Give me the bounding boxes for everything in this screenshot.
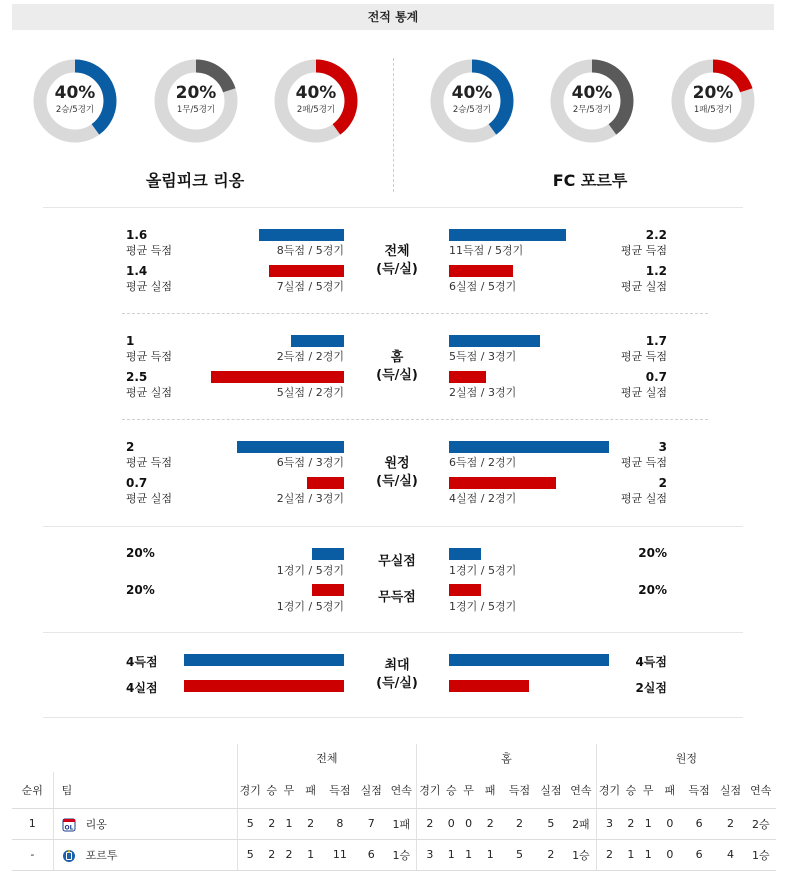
home-fail-count: 1경기 / 5경기 (276, 600, 344, 613)
home-donut-3 (274, 59, 358, 143)
home-avg-conceded-label: 평균 실점 (126, 386, 173, 399)
away-conceded-bar (449, 477, 556, 489)
section-label (367, 455, 427, 491)
away-donut-2 (550, 59, 634, 143)
home-stat-cell: 0 (443, 808, 460, 839)
home-stat-cell: 2 (417, 808, 443, 839)
away-stat-cell: 4 (715, 839, 745, 870)
divider (43, 207, 743, 208)
divider (122, 419, 708, 420)
home-stat-cell: 3 (417, 839, 443, 870)
home-max-conceded-bar (184, 680, 344, 692)
away-avg-scored-label: 평균 득점 (620, 350, 667, 363)
column-header: 승 (622, 772, 639, 808)
home-clean-value: 20% (126, 546, 155, 560)
home-scored-bar (259, 229, 344, 241)
donut-caption: 2패/5경기 (296, 105, 336, 115)
team-name: 포르투 (85, 848, 118, 862)
away-stat-cell: 2 (715, 808, 745, 839)
home-scored-count: 6득점 / 3경기 (276, 456, 344, 469)
total-stat-cell: 8 (324, 808, 356, 839)
team-header: 팀 (53, 772, 237, 808)
home-avg-scored-label: 평균 득점 (126, 244, 173, 257)
column-header: 승 (263, 772, 280, 808)
home-stat-cell: 2 (536, 839, 566, 870)
total-stat-cell: 6 (356, 839, 386, 870)
home-scored-count: 2득점 / 2경기 (276, 350, 344, 363)
away-avg-scored-value: 3 (658, 440, 667, 454)
away-avg-conceded-value: 1.2 (645, 264, 667, 278)
home-stat-cell: 5 (503, 839, 535, 870)
away-stat-cell: 1 (640, 808, 657, 839)
divider (43, 632, 743, 633)
column-header: 연속 (386, 772, 416, 808)
away-clean-count: 1경기 / 5경기 (449, 564, 517, 577)
home-avg-conceded-label: 평균 실점 (126, 492, 173, 505)
away-conceded-bar (449, 265, 513, 277)
porto-logo (62, 849, 76, 863)
max-label-line1: 최대 (384, 658, 410, 673)
away-stat-cell: 2 (622, 808, 639, 839)
home-avg-scored-value: 2 (126, 440, 135, 454)
away-stat-cell: 3 (596, 808, 622, 839)
divider (43, 526, 743, 527)
column-header: 경기 (417, 772, 443, 808)
home-conceded-bar (269, 265, 344, 277)
away-conceded-bar (449, 371, 486, 383)
section-label-line1: 원정 (384, 456, 410, 471)
rank-cell: - (12, 839, 53, 870)
home-fail-bar (312, 584, 344, 596)
donut-caption: 2승/5경기 (55, 105, 95, 115)
team-cell[interactable] (53, 839, 237, 870)
away-stat-cell: 1 (640, 839, 657, 870)
home-avg-scored-label: 평균 득점 (126, 456, 173, 469)
donut-percent: 40% (571, 83, 613, 103)
away-max-conceded: 2실점 (635, 681, 667, 695)
lyon-logo (62, 818, 76, 832)
away-scored-bar (449, 229, 566, 241)
away-avg-scored-value: 1.7 (645, 334, 667, 348)
away-avg-conceded-value: 2 (658, 476, 667, 490)
failed-to-score-label: 무득점 (378, 590, 416, 605)
home-team-name: 올림피크 리옹 (145, 171, 245, 190)
total-stat-cell: 1승 (386, 839, 416, 870)
home-scored-bar (291, 335, 344, 347)
home-stat-cell: 0 (460, 808, 477, 839)
home-avg-scored-value: 1 (126, 334, 135, 348)
donut-caption: 2무/5경기 (572, 105, 612, 115)
away-avg-scored-label: 평균 득점 (620, 456, 667, 469)
away-stat-cell: 0 (657, 839, 683, 870)
away-stat-cell: 1 (622, 839, 639, 870)
away-clean-value: 20% (638, 546, 667, 560)
donut-caption: 2승/5경기 (452, 105, 492, 115)
section-label-line2: (득/실) (376, 368, 418, 383)
home-avg-conceded-value: 1.4 (126, 264, 148, 278)
donut-caption: 1무/5경기 (176, 105, 216, 115)
section-label (367, 349, 427, 385)
column-header: 득점 (324, 772, 356, 808)
home-avg-scored-value: 1.6 (126, 228, 148, 242)
column-header: 경기 (596, 772, 622, 808)
column-header: 패 (477, 772, 503, 808)
team-cell[interactable] (53, 808, 237, 839)
column-header: 승 (443, 772, 460, 808)
total-stat-cell: 2 (263, 839, 280, 870)
column-header: 패 (298, 772, 324, 808)
group-home: 홈 (417, 744, 597, 772)
away-conceded-count: 4실점 / 2경기 (449, 492, 517, 505)
home-max-conceded: 4실점 (126, 681, 158, 695)
away-avg-conceded-label: 평균 실점 (620, 492, 667, 505)
total-stat-cell: 2 (298, 808, 324, 839)
column-header: 연속 (746, 772, 776, 808)
column-header: 연속 (566, 772, 596, 808)
max-label (367, 657, 427, 693)
standings-table (12, 744, 776, 871)
away-clean-bar (449, 548, 481, 560)
away-fail-bar (449, 584, 481, 596)
away-stat-cell: 2승 (746, 808, 776, 839)
section-label-line2: (득/실) (376, 262, 418, 277)
table-row[interactable] (12, 808, 776, 839)
home-stat-cell: 5 (536, 808, 566, 839)
section-label (367, 243, 427, 279)
home-clean-bar (312, 548, 344, 560)
away-stat-cell: 0 (657, 808, 683, 839)
away-team-name: FC 포르투 (552, 171, 628, 190)
away-scored-count: 6득점 / 2경기 (449, 456, 517, 469)
away-scored-bar (449, 441, 609, 453)
home-avg-scored-label: 평균 득점 (126, 350, 173, 363)
donut-percent: 40% (451, 83, 493, 103)
total-stat-cell: 1 (280, 808, 297, 839)
total-stat-cell: 11 (324, 839, 356, 870)
away-max-scored: 4득점 (635, 655, 667, 669)
column-header: 패 (657, 772, 683, 808)
home-conceded-count: 7실점 / 5경기 (276, 280, 344, 293)
home-conceded-bar (211, 371, 344, 383)
home-donut-2 (154, 59, 238, 143)
donut-percent: 40% (295, 83, 337, 103)
table-row[interactable] (12, 839, 776, 870)
away-avg-conceded-label: 평균 실점 (620, 386, 667, 399)
group-total: 전체 (237, 744, 417, 772)
away-avg-scored-value: 2.2 (645, 228, 667, 242)
away-fail-count: 1경기 / 5경기 (449, 600, 517, 613)
divider (122, 313, 708, 314)
away-avg-conceded-label: 평균 실점 (620, 280, 667, 293)
total-stat-cell: 5 (237, 839, 263, 870)
svg-text:OL: OL (64, 824, 74, 831)
column-header: 무 (280, 772, 297, 808)
rank-header: 순위 (12, 772, 53, 808)
away-stat-cell: 2 (596, 839, 622, 870)
team-name: 리옹 (85, 817, 107, 831)
total-stat-cell: 7 (356, 808, 386, 839)
home-scored-count: 8득점 / 5경기 (276, 244, 344, 257)
home-max-scored-bar (184, 654, 344, 666)
away-conceded-count: 2실점 / 3경기 (449, 386, 517, 399)
away-max-conceded-bar (449, 680, 529, 692)
away-max-scored-bar (449, 654, 609, 666)
donut-percent: 20% (175, 83, 217, 103)
column-header: 득점 (503, 772, 535, 808)
total-stat-cell: 1 (298, 839, 324, 870)
home-donut-1 (33, 59, 117, 143)
home-avg-conceded-value: 0.7 (126, 476, 148, 490)
column-header: 경기 (237, 772, 263, 808)
clean-sheet-label: 무실점 (378, 554, 416, 569)
away-donut-3 (671, 59, 755, 143)
away-stat-cell: 6 (683, 808, 715, 839)
column-header: 득점 (683, 772, 715, 808)
home-stat-cell: 1승 (566, 839, 596, 870)
home-max-scored: 4득점 (126, 655, 158, 669)
home-conceded-bar (307, 477, 344, 489)
away-stat-cell: 1승 (746, 839, 776, 870)
total-stat-cell: 1패 (386, 808, 416, 839)
total-stat-cell: 2 (280, 839, 297, 870)
away-scored-count: 5득점 / 3경기 (449, 350, 517, 363)
column-header: 실점 (356, 772, 386, 808)
away-avg-conceded-value: 0.7 (645, 370, 667, 384)
total-stat-cell: 2 (263, 808, 280, 839)
home-stat-cell: 2 (503, 808, 535, 839)
max-label-line2: (득/실) (376, 676, 418, 691)
away-fail-value: 20% (638, 583, 667, 597)
section-label-line2: (득/실) (376, 474, 418, 489)
column-header: 무 (460, 772, 477, 808)
donut-percent: 40% (54, 83, 96, 103)
home-stat-cell: 2패 (566, 808, 596, 839)
home-conceded-count: 5실점 / 2경기 (276, 386, 344, 399)
home-stat-cell: 1 (477, 839, 503, 870)
home-stat-cell: 1 (443, 839, 460, 870)
total-stat-cell: 5 (237, 808, 263, 839)
team-divider (393, 58, 394, 192)
column-header: 무 (640, 772, 657, 808)
section-label-line1: 홈 (390, 350, 404, 365)
home-avg-conceded-value: 2.5 (126, 370, 148, 384)
donut-percent: 20% (692, 83, 734, 103)
away-avg-scored-label: 평균 득점 (620, 244, 667, 257)
donut-caption: 1패/5경기 (693, 105, 733, 115)
divider (43, 717, 743, 718)
section-label-line1: 전체 (384, 244, 410, 259)
away-conceded-count: 6실점 / 5경기 (449, 280, 517, 293)
group-away: 원정 (596, 744, 776, 772)
home-fail-value: 20% (126, 583, 155, 597)
rank-cell: 1 (12, 808, 53, 839)
away-donut-1 (430, 59, 514, 143)
away-scored-count: 11득점 / 5경기 (449, 244, 524, 257)
home-stat-cell: 2 (477, 808, 503, 839)
column-header: 실점 (536, 772, 566, 808)
home-avg-conceded-label: 평균 실점 (126, 280, 173, 293)
home-stat-cell: 1 (460, 839, 477, 870)
away-scored-bar (449, 335, 540, 347)
page-title: 전적 통계 (12, 4, 774, 30)
column-header: 실점 (715, 772, 745, 808)
home-conceded-count: 2실점 / 3경기 (276, 492, 344, 505)
away-stat-cell: 6 (683, 839, 715, 870)
home-clean-count: 1경기 / 5경기 (276, 564, 344, 577)
home-scored-bar (237, 441, 344, 453)
